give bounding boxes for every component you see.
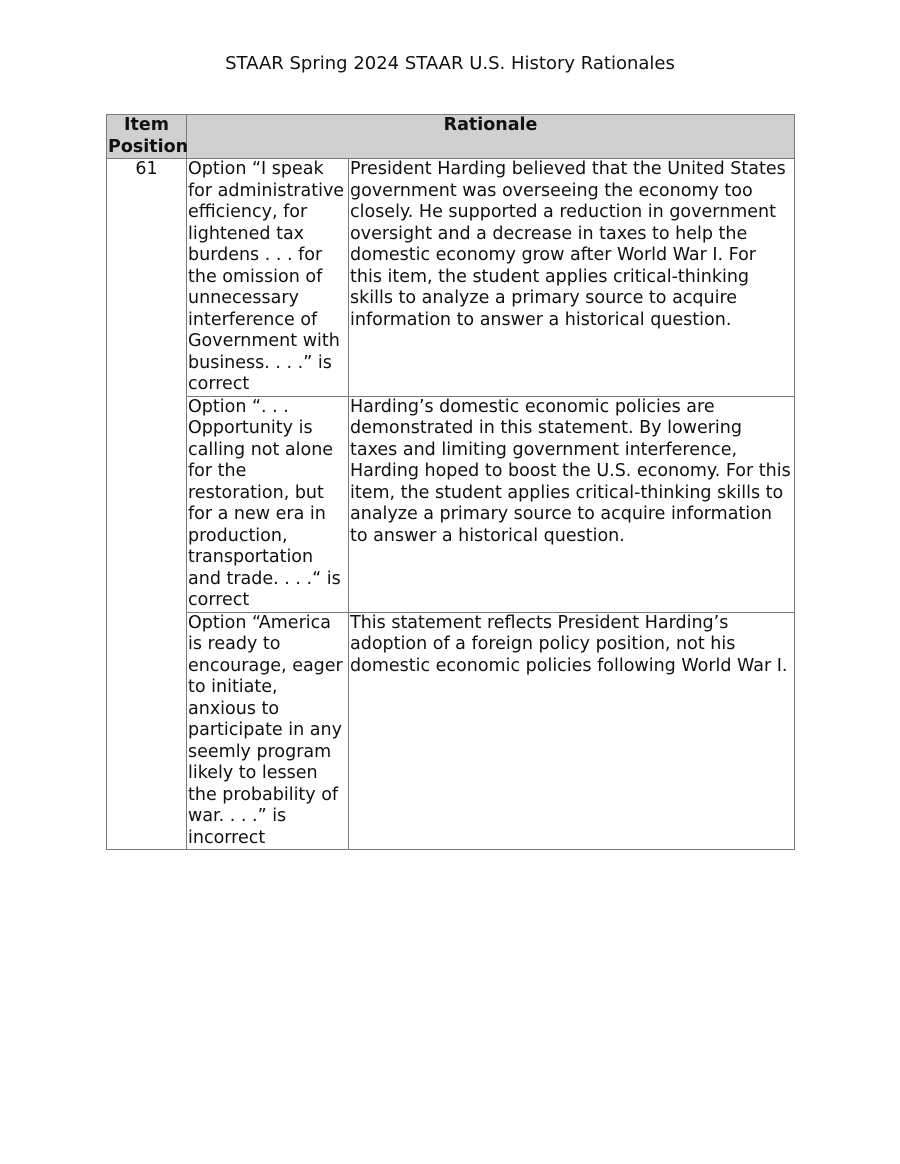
- rationale-text: This statement reflects President Harding’s adoption of a foreign policy position, not his domestic economic policies following World War I.: [350, 612, 788, 676]
- rationale-text: President Harding believed that the United States government was overseeing the economy too closely. He supported a reduction in government oversight and a decrease in taxes to help the domestic economy grow after World War I. For this item, the student applies critical-thinking skills to analyze a primary source to acquire information to answer a historical question.: [350, 159, 786, 330]
- rationale-cell: [349, 396, 795, 612]
- option-text: Option “America is ready to encourage, eager to initiate, anxious to participate in any seemly program likely to lessen the probability of war. . . .” is incorrect: [188, 612, 343, 848]
- option-text: Option “I speak for administrative efficiency, for lightened tax burdens . . . for the omission of unnecessary interference of Government with business. . . .” is correct: [188, 159, 345, 394]
- table-row: [107, 396, 795, 612]
- table-row: [107, 612, 795, 850]
- option-cell: [187, 612, 349, 850]
- option-cell: [187, 396, 349, 612]
- rationale-text: Harding’s domestic economic policies are demonstrated in this statement. By lowering taxes and limiting government interference, Harding hoped to boost the U.S. economy. For this item, the student applies critical-thinking skills to analyze a primary source to acquire information to answer a historical question.: [350, 396, 791, 546]
- rationale-cell: [349, 612, 795, 850]
- item-position-header: Item Position: [108, 115, 189, 157]
- option-text: Option “. . . Opportunity is calling not alone for the restoration, but for a new era in production, transportation and trade. . . .“ is correct: [188, 396, 341, 610]
- page-title: STAAR Spring 2024 STAAR U.S. History Rationales: [225, 53, 675, 74]
- option-cell: [187, 159, 349, 397]
- rationale-cell: [349, 159, 795, 397]
- table-header-row: [107, 115, 795, 159]
- table-row: [107, 159, 795, 397]
- item-position-cell: 61: [107, 159, 187, 850]
- rationale-header: Rationale: [187, 115, 795, 159]
- rationale-table: [106, 114, 795, 850]
